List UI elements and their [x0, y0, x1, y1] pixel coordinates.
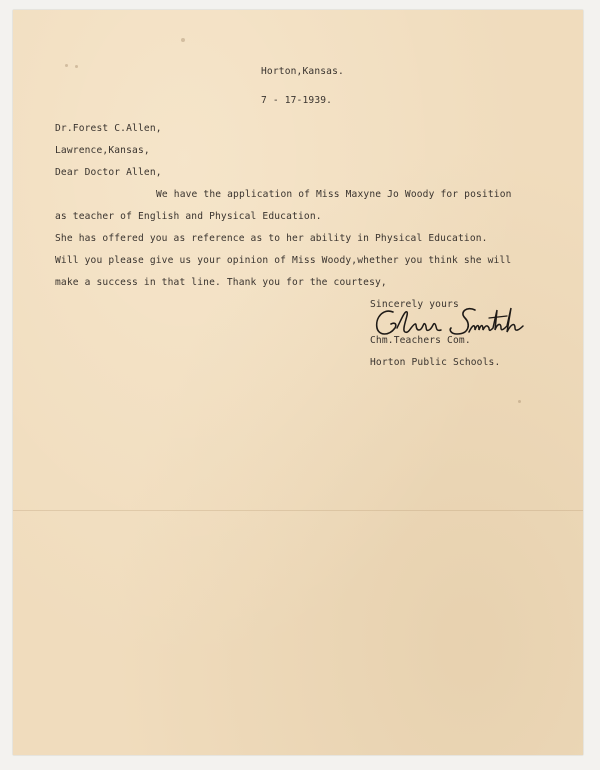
letter-date: 7 - 17-1939. [261, 95, 333, 106]
body-line: as teacher of English and Physical Education. [55, 211, 322, 222]
paper-blemish [75, 65, 78, 68]
paper-blemish [518, 400, 521, 403]
letter-place: Horton,Kansas. [261, 66, 344, 77]
salutation: Dear Doctor Allen, [55, 167, 162, 178]
paper-blemish [65, 64, 68, 67]
body-line: She has offered you as reference as to her ability in Physical Education. [55, 233, 488, 244]
closing: Sincerely yours [370, 299, 459, 310]
body-line: make a success in that line. Thank you for the courtesy, [55, 277, 387, 288]
signer-organization: Horton Public Schools. [370, 357, 501, 368]
body-line: Will you please give us your opinion of Miss Woody,whether you think she will [55, 255, 512, 266]
body-line: We have the application of Miss Maxyne Jo Woody for position [156, 189, 512, 200]
paper-blemish [181, 38, 185, 42]
recipient-name: Dr.Forest C.Allen, [55, 123, 162, 134]
recipient-city: Lawrence,Kansas, [55, 145, 150, 156]
fold-crease [13, 510, 583, 511]
letter-paper [13, 10, 583, 755]
signer-title: Chm.Teachers Com. [370, 335, 471, 346]
